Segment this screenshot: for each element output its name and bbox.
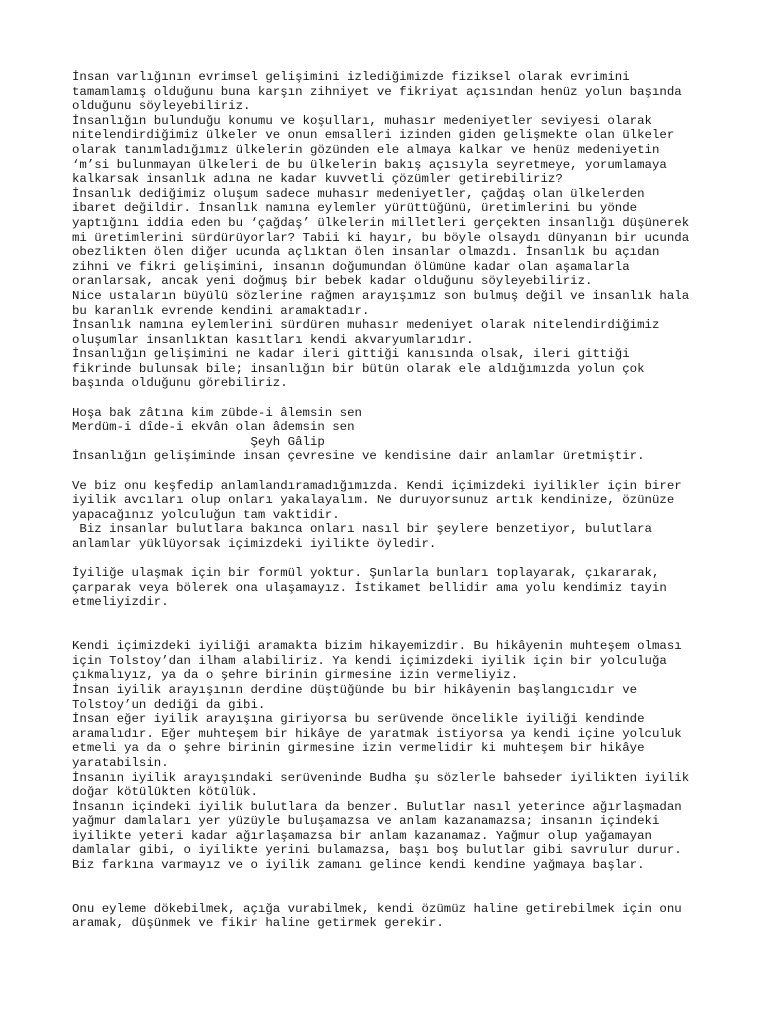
document-body <box>72 70 732 931</box>
text-line: İnsan varlığının evrimsel gelişimini izlediğimizde fiziksel olarak evrimini <box>72 70 630 84</box>
text-line: çıkmalıyız, ya da o şehre birinin girmesine izin vermeliyiz. <box>72 668 519 683</box>
text-line: İnsanlığın gelişimini ne kadar ileri gittiği kanısında olsak, ileri gittiği <box>72 347 630 362</box>
text-line: oranlarsak, ancak yeni doğmuş bir bebek kadar olduğunu söyleyebiliriz. <box>72 274 593 289</box>
text-line: etmeliyizdir. <box>72 595 169 610</box>
text-line: Şeyh Gâlip <box>72 434 325 449</box>
text-line: Biz insanlar bulutlara bakınca onları nasıl bir şeylere benzetiyor, bulutlara <box>72 522 652 537</box>
text-line: doğar kötülükten kötülük. <box>72 785 258 800</box>
text-line: İnsanlığın gelişiminde insan çevresine ve kendisine dair anlamlar üretmiştir. <box>72 449 645 464</box>
text-line: aramalıdır. Eğer muhteşem bir hikâye de yaratmak istiyorsa ya kendi içine yolculuk <box>72 726 682 741</box>
text-line: Ve biz onu keşfedip anlamlandıramadığımızda. Kendi içimizdeki iyilikler için birer <box>72 478 682 493</box>
text-line: yapacağınız yolculuğun tam vaktidir. <box>72 507 340 522</box>
paragraph <box>72 639 732 873</box>
paragraph-gap <box>72 464 732 479</box>
text-line: İnsanlık dediğimiz oluşum sadece muhasır medeniyetler, çağdaş olan ülkelerden <box>72 186 645 201</box>
text-line: obezlikten ölen diğer ucunda açlıktan ölen insanlar olmazdı. İnsanlık bu açıdan <box>72 245 660 260</box>
text-line: İnsanlığın bulunduğu konumu ve koşulları, muhasır medeniyetler seviyesi olarak <box>72 113 652 128</box>
paragraph-gap <box>72 610 732 639</box>
text-line: fikrinde bulunsak bile; insanlığın bir bütün olarak ele aldığımızda yolun çok <box>72 361 645 376</box>
paragraph-gap <box>72 873 732 902</box>
text-line: olarak tanımladığımız ülkelerin gözünden ele almaya kalkar ve henüz medeniyetin <box>72 142 660 157</box>
text-line: kalkarsak insanlık adına ne kadar kuvvetli çözümler getirebiliriz? <box>72 172 563 187</box>
text-line: yaptığını iddia eden bu ‘çağdaş’ ülkelerin milletleri gerçekten insanlığı düşünerek <box>72 215 690 230</box>
text-line: iyilik avcıları olup onları yakalayalım. Ne duruyorsunuz artık kendinize, özünüze <box>72 493 675 508</box>
text-line: nitelendirdiğimiz ülkeler ve onun emsalleri izinden giden gelişmekte olan ülkeler <box>72 128 675 143</box>
text-line: bu karanlık evrende kendini aramaktadır. <box>72 303 370 318</box>
text-line: İnsanın iyilik arayışındaki serüveninde Budha şu sözlerle bahseder iyilikten iyilik <box>72 770 690 785</box>
text-line: yaratabilsin. <box>72 755 169 770</box>
paragraph <box>72 406 732 464</box>
paragraph <box>72 902 732 931</box>
text-line: Tolstoy’un dediği da gibi. <box>72 697 266 712</box>
text-line: mi üretimlerini sürdürüyorlar? Tabii ki hayır, bu böyle olsaydı dünyanın bir ucunda <box>72 230 690 245</box>
text-line: Biz farkına varmayız ve o iyilik zamanı gelince kendi kendine yağmaya başlar. <box>72 858 645 873</box>
text-line: Merdüm-i dîde-i ekvân olan âdemsin sen <box>72 420 355 435</box>
paragraph <box>72 566 732 610</box>
text-line: İnsan eğer iyilik arayışına giriyorsa bu serüvende öncelikle iyiliği kendinde <box>72 712 645 727</box>
text-line: damlalar gibi, o iyilikte yerini bulamazsa, başı boş bulutlar gibi savrulur durur. <box>72 843 682 858</box>
text-line: yağmur damlaları yer yüzüyle buluşamazsa ve anlam kazanamazsa; insanın içindeki <box>72 814 660 829</box>
text-line: aramak, düşünmek ve fikir haline getirmek gerekir. <box>72 916 444 931</box>
text-line: Kendi içimizdeki iyiliği aramakta bizim hikayemizdir. Bu hikâyenin muhteşem olması <box>72 639 682 654</box>
text-line: oluşumlar insanlıktan kasıtları kendi akvaryumlarıdır. <box>72 332 474 347</box>
text-line: ‘m’si bulunmayan ülkeleri de bu ülkelerin bakış açısıyla seyretmeye, yorumlamaya <box>72 157 667 172</box>
text-line: Nice ustaların büyülü sözlerine rağmen arayışımız son bulmuş değil ve insanlık hala <box>72 288 690 303</box>
text-line: iyilikte yeteri kadar ağırlaşamazsa bir anlam kazanamaz. Yağmur olup yağamayan <box>72 828 652 843</box>
paragraph-gap <box>72 391 732 406</box>
text-line: etmeli ya da o şehre birinin girmesine izin vermelidir ki muhteşem bir hikâye <box>72 741 645 756</box>
text-line: çarparak veya bölerek ona ulaşamayız. İstikamet bellidir ama yolu kendimiz tayin <box>72 580 667 595</box>
text-line: İnsanın içindeki iyilik bulutlara da benzer. Bulutlar nasıl yeterince ağırlaşmadan <box>72 799 682 814</box>
text-line: Hoşa bak zâtına kim zübde-i âlemsin sen <box>72 405 362 420</box>
paragraph <box>72 70 732 391</box>
text-line: İnsanlık namına eylemlerini sürdüren muhasır medeniyet olarak nitelendirdiğimiz <box>72 318 660 333</box>
paragraph <box>72 479 732 552</box>
text-line: ibaret değildir. İnsanlık namına eylemler yürüttüğünü, üretimlerini bu yönde <box>72 201 638 216</box>
text-line: için Tolstoy’dan ilham alabiliriz. Ya kendi içimizdeki iyilik için bir yolculuğa <box>72 653 667 668</box>
text-line: Onu eyleme dökebilmek, açığa vurabilmek, kendi özümüz haline getirebilmek için onu <box>72 901 682 916</box>
text-line: başında olduğunu görebiliriz. <box>72 376 288 391</box>
text-line: olduğunu söyleyebiliriz. <box>72 99 251 114</box>
text-line: zihni ve fikri gelişimini, insanın doğumundan ölümüne kadar olan aşamalarla <box>72 259 630 274</box>
text-line: İnsan iyilik arayışının derdine düştüğünde bu bir hikâyenin başlangıcıdır ve <box>72 682 638 697</box>
paragraph-gap <box>72 552 732 567</box>
text-line: İyiliğe ulaşmak için bir formül yoktur. Şunlarla bunları toplayarak, çıkararak, <box>72 566 660 581</box>
text-line: anlamlar yüklüyorsak içimizdeki iyilikte öyledir. <box>72 537 437 551</box>
text-line: tamamlamış olduğunu buna karşın zihniyet ve fikriyat açısından henüz yolun başında <box>72 84 682 99</box>
